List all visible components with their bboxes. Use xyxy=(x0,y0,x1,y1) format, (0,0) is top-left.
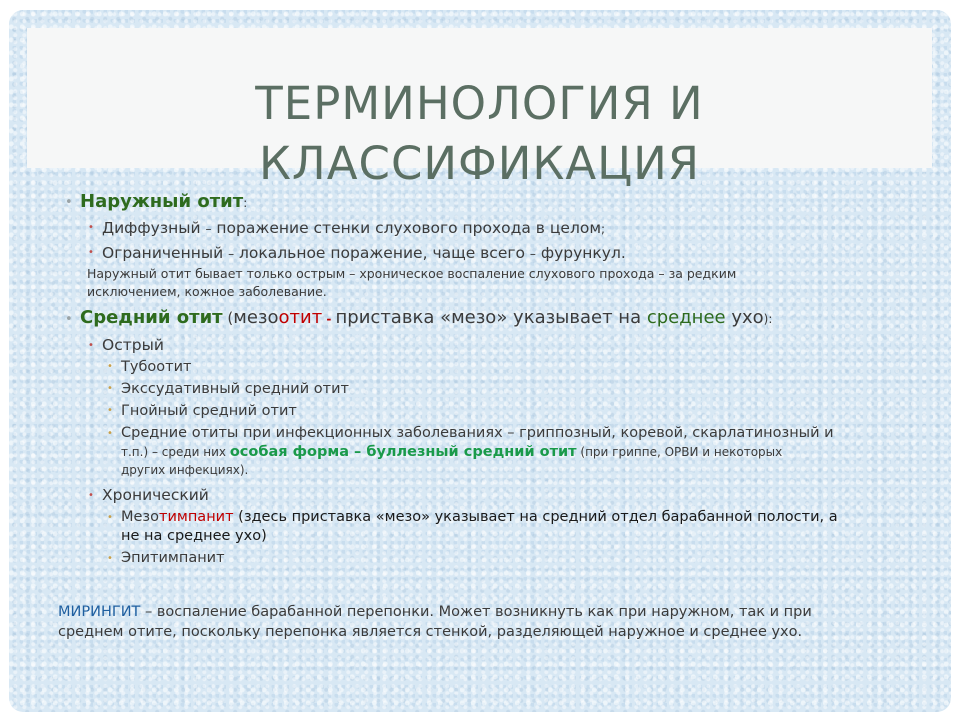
tympanitis-root: тимпанит xyxy=(159,509,234,525)
paren-open: ( xyxy=(222,309,234,327)
bullet-icon: • xyxy=(107,361,113,372)
title-line-1: ТЕРМИНОЛОГИЯ И xyxy=(255,77,704,130)
dash: – xyxy=(529,247,536,261)
meso-explain: (здесь приставка «мезо» указывает на средний отдел барабанной полости, а xyxy=(233,509,838,525)
bullet-icon: • xyxy=(88,490,94,501)
outer-item-limited-end: фурункул. xyxy=(535,244,626,262)
myringitis-term: МИРИНГИТ xyxy=(58,604,141,620)
middle-heading-explain: приставка «мезо» указывает на xyxy=(335,307,647,328)
chronic-item-mesotympanitis xyxy=(121,509,838,525)
bullet-icon: • xyxy=(88,340,94,351)
bullet-icon: • xyxy=(107,383,113,394)
acute-item-tubootitis: Тубоотит xyxy=(121,359,192,375)
outer-item-limited-text: локальное поражение, чаще всего xyxy=(234,244,530,262)
acute-item-purulent: Гнойный средний отит xyxy=(121,403,297,419)
slide-title xyxy=(27,74,932,194)
myringitis-line-1 xyxy=(58,604,812,620)
bullet-icon: • xyxy=(88,222,94,233)
middle-heading-text: Средний отит xyxy=(80,307,223,328)
outer-item-diffuse xyxy=(102,219,605,237)
dash: – xyxy=(205,222,212,236)
bullet-icon: • xyxy=(65,312,73,327)
infectious-text: т.п.) – среди них xyxy=(121,445,230,459)
middle-chronic: Хронический xyxy=(102,486,209,504)
acute-item-exudative: Экссудативный средний отит xyxy=(121,381,349,397)
outer-otitis-heading xyxy=(80,191,247,212)
middle-heading-srednee: среднее xyxy=(646,307,726,328)
outer-item-diffuse-term: Диффузный xyxy=(102,219,206,237)
otit-root: отит xyxy=(278,307,323,328)
chronic-item-epitympanitis: Эпитимпанит xyxy=(121,550,225,566)
outer-item-limited-term: Ограниченный xyxy=(102,244,229,262)
infectious-text-end: (при гриппе, ОРВИ и некоторых xyxy=(576,445,783,459)
outer-note-line-1: Наружный отит бывает только острым – хроническое воспаление слухового прохода – за редким xyxy=(87,266,737,281)
bullet-icon: • xyxy=(107,512,113,523)
semicolon: ; xyxy=(601,222,606,236)
myringitis-text: – воспаление барабанной перепонки. Может возникнуть как при наружном, так и при xyxy=(140,604,812,620)
outer-heading-colon: : xyxy=(243,196,248,210)
acute-item-infectious-line-1: Средние отиты при инфекционных заболеваниях – гриппозный, коревой, скарлатинозный и xyxy=(121,425,834,441)
bullet-icon: • xyxy=(107,428,113,439)
meso-prefix: Мезо xyxy=(121,509,160,525)
mezo-prefix: мезо xyxy=(233,307,279,328)
title-box xyxy=(27,28,932,190)
paren-close: ): xyxy=(763,312,773,326)
bullet-icon: • xyxy=(107,405,113,416)
middle-acute: Острый xyxy=(102,336,164,354)
dash: – xyxy=(228,247,235,261)
middle-heading-ukho: ухо xyxy=(725,307,764,328)
outer-item-limited xyxy=(102,244,626,262)
bullet-icon: • xyxy=(88,247,94,258)
bullet-icon: • xyxy=(107,553,113,564)
chronic-item-mesotympanitis-line-2: не на среднее ухо) xyxy=(121,528,267,544)
dash: - xyxy=(322,312,336,326)
acute-item-infectious-line-2 xyxy=(121,444,782,460)
outer-item-diffuse-text: поражение стенки слухового прохода в целом xyxy=(211,219,602,237)
outer-note-line-2: исключением, кожное заболевание. xyxy=(87,284,327,299)
middle-otitis-heading xyxy=(80,307,772,328)
outer-heading-text: Наружный отит xyxy=(80,191,244,212)
title-line-2: КЛАССИФИКАЦИЯ xyxy=(258,137,701,190)
myringitis-line-2: среднем отите, поскольку перепонка является стенкой, разделяющей наружное и среднее ухо. xyxy=(58,624,803,640)
bullet-icon: • xyxy=(65,195,73,210)
acute-item-infectious-line-3: других инфекциях). xyxy=(121,463,249,477)
bullous-highlight: особая форма – буллезный средний отит xyxy=(229,444,577,460)
